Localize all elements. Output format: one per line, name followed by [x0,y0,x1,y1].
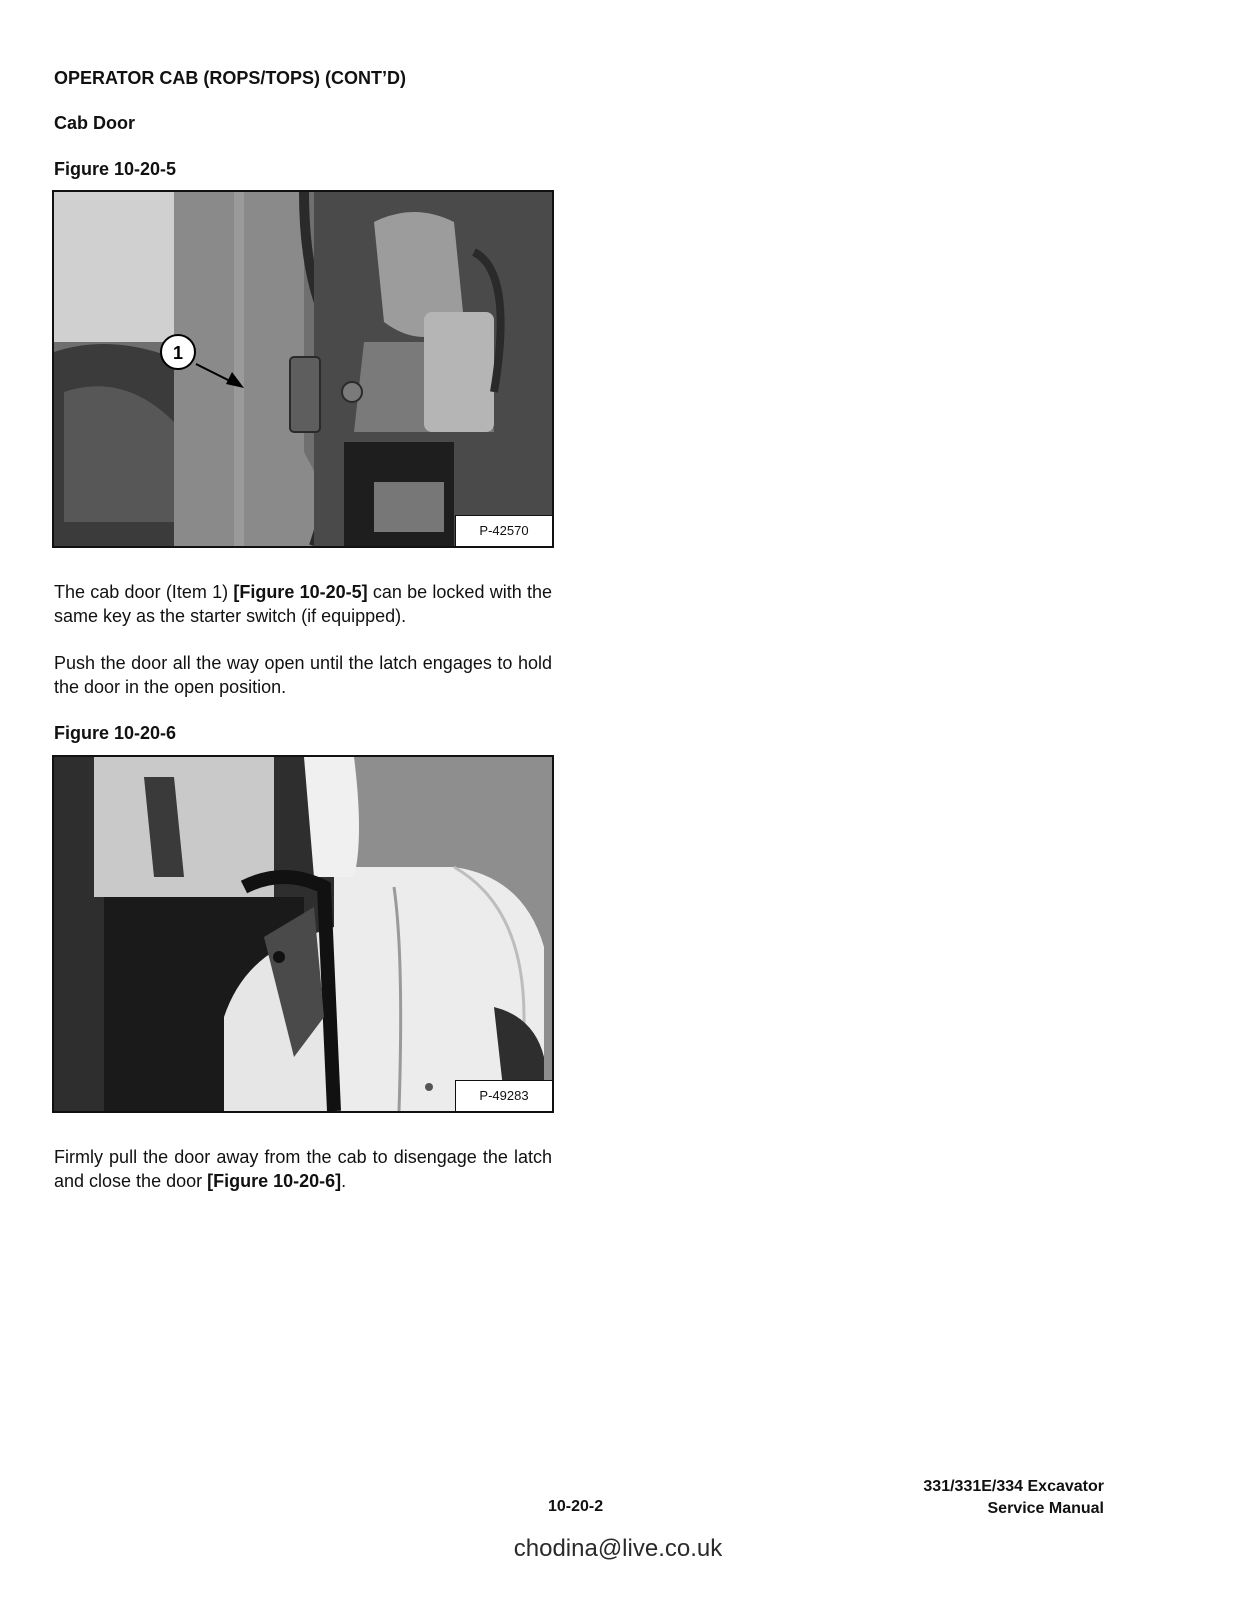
figure-photo-cab-door [52,190,554,548]
paragraph-door-close [54,1145,552,1193]
manual-title-line2: Service Manual [987,1500,1104,1517]
figure-label: Figure 10-20-5 [54,159,177,179]
photo-id-label: P-42570 [455,515,552,546]
photo-id-label: P-49283 [455,1080,552,1111]
section-title: OPERATOR CAB (ROPS/TOPS) (CONT’D) [54,68,407,88]
figure-photo-door-latch [52,755,554,1113]
figure-label: Figure 10-20-6 [54,723,177,743]
figure-reference: [Figure 10-20-6] [207,1171,342,1191]
paragraph-door-open: Push the door all the way open until the latch engages to hold the door in the open position. [54,653,552,697]
manual-title-line1: 331/331E/334 Excavator [923,1478,1104,1495]
para-text: can be locked with the same key as the starter switch (if equipped). [54,582,552,626]
watermark-text: chodina@live.co.uk [513,1535,723,1562]
figure-reference: [Figure 10-20-5] [233,582,368,602]
para-text: The cab door (Item 1) [54,582,234,602]
manual-title [923,1476,1104,1520]
cab-door-photo-illustration [54,192,552,546]
subsection-title: Cab Door [54,113,135,133]
para-text: . [341,1171,347,1191]
page-number: 10-20-2 [548,1498,604,1515]
paragraph-cab-door-lock [54,580,552,628]
callout-1: 1 [172,343,184,363]
para-text: Firmly pull the door away from the cab to disengage the latch and close the door [54,1147,552,1191]
door-latch-photo-illustration [54,757,552,1111]
